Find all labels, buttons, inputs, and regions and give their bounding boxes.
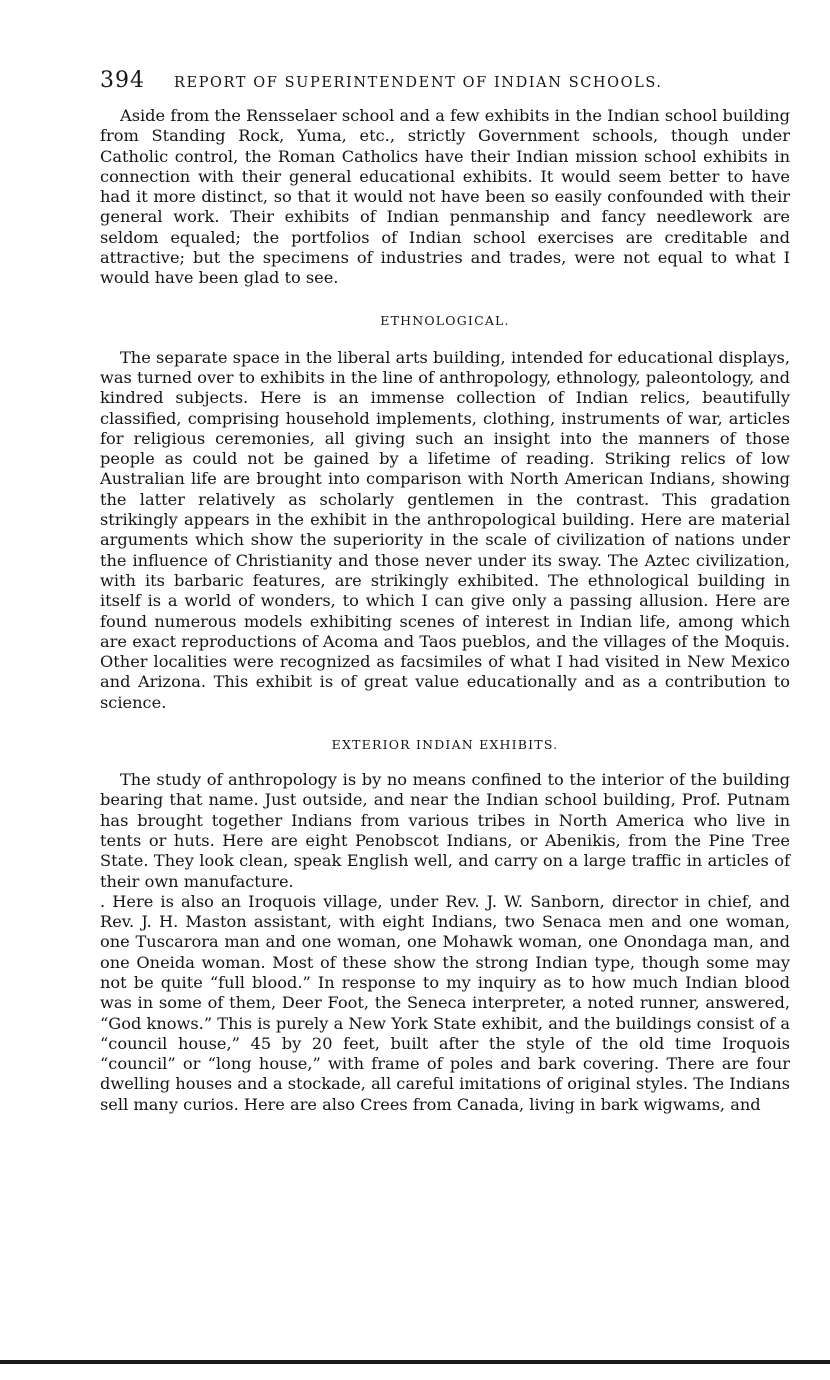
section-heading-exterior: EXTERIOR INDIAN EXHIBITS. — [331, 737, 559, 753]
page-number: 394 — [100, 68, 145, 93]
section-heading-ethnological: ETHNOLOGICAL. — [380, 312, 510, 328]
page-bottom-edge — [0, 1360, 830, 1364]
page-body — [100, 68, 790, 1115]
running-title: REPORT OF SUPERINTENDENT OF INDIAN SCHOOLS. — [174, 75, 663, 91]
paragraph-exterior-2: . Here is also an Iroquois village, under Rev. J. W. Sanborn, director in chief, and Rev. J. H. Maston assistant, with eight Indians, two Senaca men and one woman, one Tuscarora man and one woman, one Mohawk woman, one Onondaga man, and one Oneida woman. Most of these show the strong Indian type, though some may not be quite “full blood.” In response to my inquiry as to how much Indian blood was in some of them, Deer Foot, the Seneca interpreter, a noted runner, answered, “God knows.” This is purely a New York State exhibit, and the buildings consist of a “council house,” 45 by 20 feet, built after the style of the old time Iroquois “council” or “long house,” with frame of poles and bark covering. There are four dwelling houses and a stockade, all careful imitations of original styles. The Indians sell many curios. Here are also Crees from Canada, living in bark wigwams, and — [100, 891, 790, 1114]
paragraph-intro: Aside from the Rensselaer school and a few exhibits in the Indian school building from Standing Rock, Yuma, etc., strictly Government schools, though under Catholic control, the Roman Catholics have their Indian mission school exhibits in connection with their general educational exhibits. It would seem better to have had it more distinct, so that it would not have been so easily confounded with their general work. Their exhibits of Indian penmanship and fancy needlework are seldom equaled; the portfolios of Indian school exercises are creditable and attractive; but the specimens of industries and trades, were not equal to what I would have been glad to see. — [100, 106, 790, 288]
paragraph-exterior-1: The study of anthropology is by no means confined to the interior of the building bearing that name. Just outside, and near the Indian school building, Prof. Putnam has brought together Indians from various tribes in North America who live in tents or huts. Here are eight Penobscot Indians, or Abenikis, from the Pine Tree State. They look clean, speak English well, and carry on a large traffic in articles of their own manufacture. — [100, 770, 790, 891]
running-header — [100, 68, 790, 104]
paragraph-ethnological: The separate space in the liberal arts building, intended for educational displays, was turned over to exhibits in the line of anthropology, ethnology, paleontology, and kindred subjects. Here is an immense collection of Indian relics, beautifully classified, comprising household implements, clothing, instruments of war, articles for religious ceremonies, all giving such an insight into the manners of those people as could not be gained by a lifetime of reading. Striking relics of low Australian life are brought into comparison with North American Indians, showing the latter relatively as scholarly gentlemen in the contrast. This gradation strikingly appears in the exhibit in the anthropological building. Here are material arguments which show the superiority in the scale of civilization of nations under the influence of Christianity and those never under its sway. The Aztec civilization, with its barbaric features, are strikingly exhibited. The ethnological building in itself is a world of wonders, to which I can give only a passing allusion. Here are found numerous models exhibiting scenes of interest in Indian life, among which are exact reproductions of Acoma and Taos pueblos, and the villages of the Moquis. Other localities were recognized as facsimiles of what I had visited in New Mexico and Arizona. This exhibit is of great value educationally and as a contribution to science. — [100, 347, 790, 712]
